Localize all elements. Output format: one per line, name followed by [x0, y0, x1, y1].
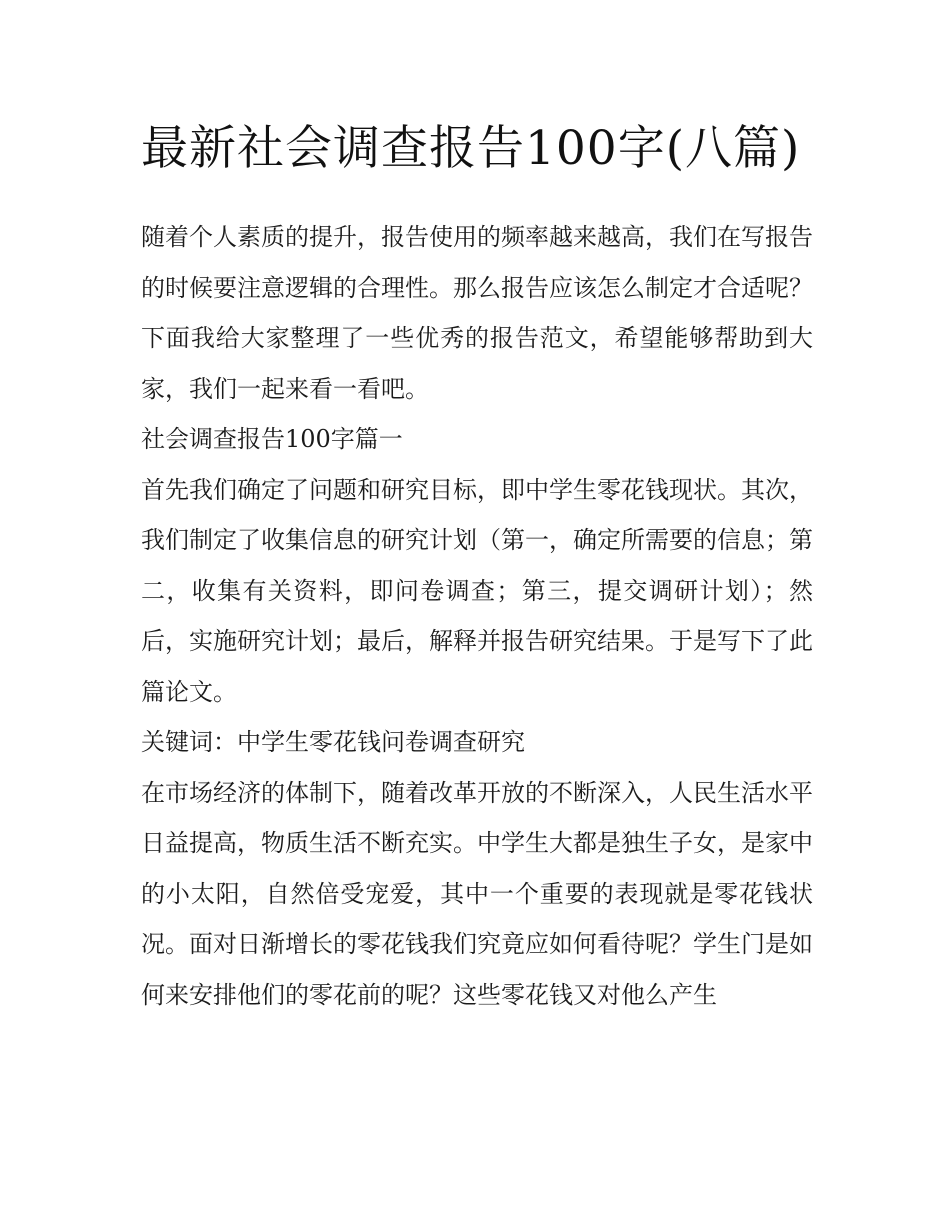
section-heading: 社会调查报告100字篇一: [141, 425, 403, 453]
document-body: [141, 212, 813, 1020]
document-title: 最新社会调查报告100字(八篇): [141, 121, 801, 176]
document-content: [141, 112, 813, 1020]
intro-paragraph: 随着个人素质的提升，报告使用的频率越来越高，我们在写报告的时候要注意逻辑的合理性。那么报告应该怎么制定才合适呢？下面我给大家整理了一些优秀的报告范文，希望能够帮助到大家，我们一起来看一看吧。: [141, 223, 813, 403]
method-paragraph: 首先我们确定了问题和研究目标，即中学生零花钱现状。其次，我们制定了收集信息的研究计划（第一，确定所需要的信息；第二，收集有关资料，即问卷调查；第三，提交调研计划）；然后，实施研究计划；最后，解释并报告研究结果。于是写下了此篇论文。: [141, 475, 813, 706]
keywords-line: 关键词：中学生零花钱问卷调查研究: [141, 728, 525, 756]
body-paragraph: 在市场经济的体制下，随着改革开放的不断深入，人民生活水平日益提高，物质生活不断充实。中学生大都是独生子女，是家中的小太阳，自然倍受宠爱，其中一个重要的表现就是零花钱状况。面对日渐增长的零花钱我们究竟应如何看待呢？学生门是如何来安排他们的零花前的呢？这些零花钱又对他么产生: [141, 778, 813, 1009]
